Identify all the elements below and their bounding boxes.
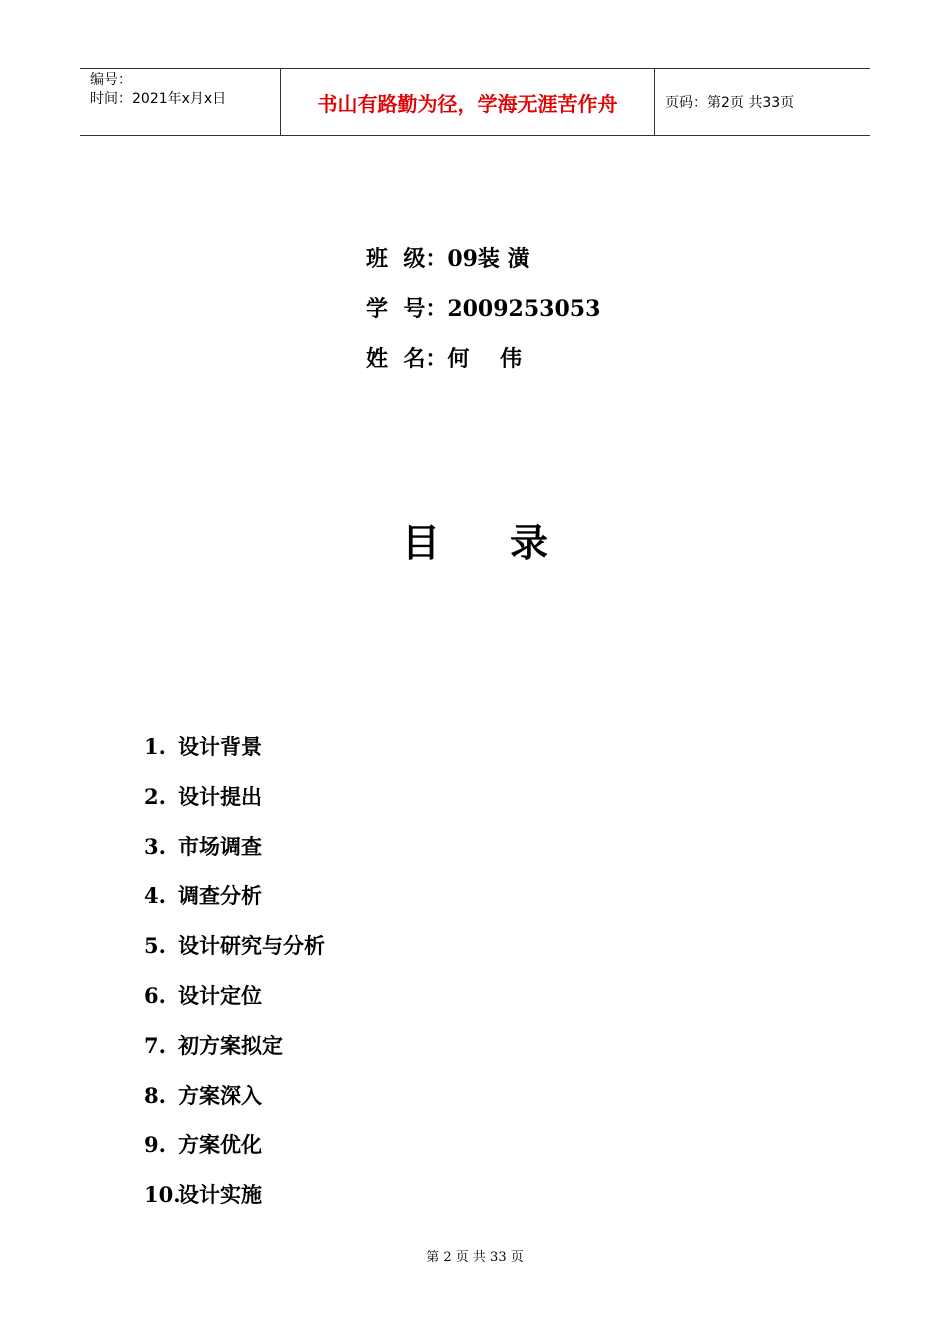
toc-item — [144, 879, 325, 929]
toc-item-text: 调查分析 — [178, 883, 262, 909]
toc-item-text: 市场调查 — [178, 833, 262, 859]
toc-item — [144, 1079, 325, 1129]
toc-item-text: 方案深入 — [178, 1082, 262, 1108]
student-id-line: 学 号：2009253053 — [366, 296, 601, 322]
table-of-contents — [144, 730, 325, 1228]
toc-item-number: 2. — [144, 783, 166, 809]
toc-item-number: 4. — [144, 883, 166, 909]
toc-item — [144, 1178, 325, 1228]
toc-item — [144, 1029, 325, 1079]
toc-title — [0, 512, 950, 567]
toc-item-number: 5. — [144, 933, 166, 959]
toc-item — [144, 780, 325, 830]
number-label: 编号： — [90, 72, 132, 88]
class-line: 班 级：09装 潢 — [366, 246, 530, 272]
toc-item — [144, 979, 325, 1029]
toc-item-text: 初方案拟定 — [178, 1032, 283, 1058]
toc-item — [144, 929, 325, 979]
toc-item-text: 设计定位 — [178, 982, 262, 1008]
toc-item-number: 3. — [144, 833, 166, 859]
page-footer: 第 2 页 共 33 页 — [426, 1250, 524, 1265]
toc-title-right: 录 — [510, 520, 549, 565]
toc-item-text: 设计提出 — [178, 783, 262, 809]
toc-item-number: 1. — [144, 734, 166, 759]
toc-item-number: 6. — [144, 982, 166, 1008]
page-header — [80, 68, 870, 136]
header-page-info: 页码：第2页 共33页 — [665, 95, 795, 111]
toc-item-number: 9. — [144, 1132, 166, 1158]
student-info — [366, 240, 600, 390]
toc-item-text: 设计背景 — [178, 734, 262, 759]
time-label: 时间：2021年x月x日 — [90, 91, 227, 107]
toc-item — [144, 730, 325, 780]
toc-item — [144, 830, 325, 880]
toc-item-text: 设计实施 — [178, 1182, 262, 1208]
toc-item-text: 设计研究与分析 — [178, 933, 325, 959]
toc-item-number: 8. — [144, 1082, 166, 1108]
toc-title-left: 目 — [401, 520, 440, 565]
toc-item — [144, 1128, 325, 1178]
header-motto: 书山有路勤为径，学海无涯苦作舟 — [281, 69, 655, 135]
student-name-line: 姓 名：何 伟 — [366, 346, 522, 372]
toc-item-text: 方案优化 — [178, 1132, 262, 1158]
toc-item-number: 7. — [144, 1032, 166, 1058]
toc-item-number: 10. — [144, 1182, 181, 1208]
header-meta — [80, 69, 281, 135]
